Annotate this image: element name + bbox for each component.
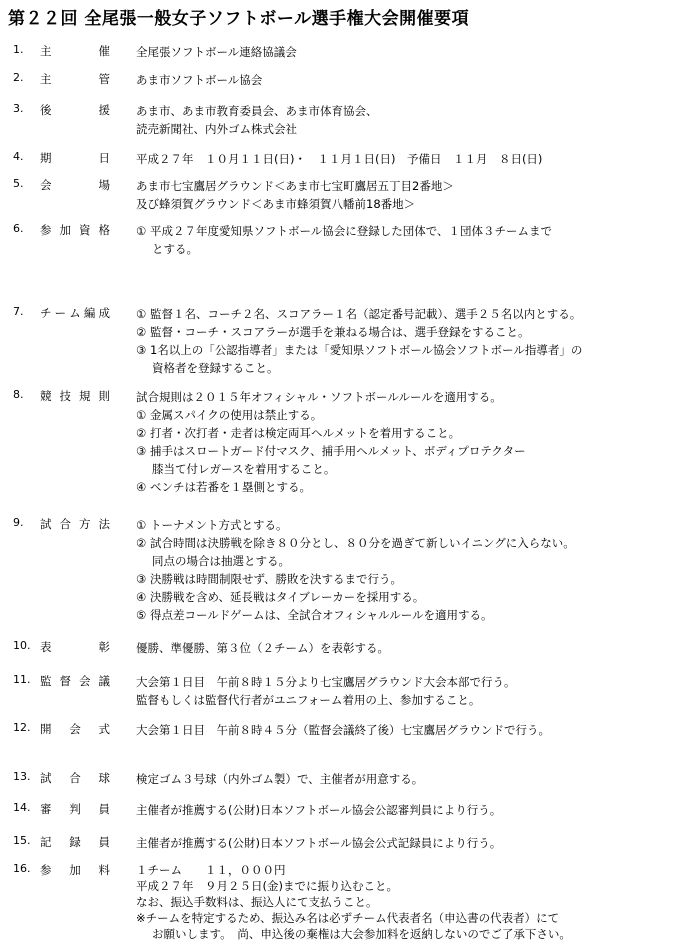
section-label: 会 場 bbox=[40, 178, 110, 192]
section-number: 9. bbox=[13, 516, 24, 529]
section-content: 大会第１日目 午前８時１５分より七宝鷹居グラウンド大会本部で行う。 監督もしくは監督代行者がユニフォーム着用の上、参加すること。 bbox=[136, 675, 516, 707]
section-content: ① 監督１名、コーチ２名、スコアラー１名（認定番号記載）、選手２５名以内とする。 ② 監督・コーチ・スコアラーが選手を兼ねる場合は、選手登録をすること。 ③ 1名以上の「公認指導者」または「愛知県ソフトボール協会ソフトボール指導者」の 資格者を登録すること。 bbox=[136, 307, 583, 375]
section-number: 3. bbox=[13, 102, 24, 115]
section-label: 表 彰 bbox=[40, 640, 110, 654]
section-label: 試 合 球 bbox=[40, 771, 110, 785]
section-number: 13. bbox=[13, 770, 31, 783]
section-content: 大会第１日目 午前８時４５分（監督会議終了後）七宝鷹居グラウンドで行う。 bbox=[136, 723, 550, 737]
section-label: 後 援 bbox=[40, 103, 110, 117]
section-number: 12. bbox=[13, 721, 31, 734]
section-number: 14. bbox=[13, 801, 31, 814]
section-content: ① 平成２７年度愛知県ソフトボール協会に登録した団体で、１団体３チームまで とする。 bbox=[136, 224, 553, 256]
section-label: 期 日 bbox=[40, 151, 110, 165]
section-content: 全尾張ソフトボール連絡協議会 bbox=[136, 45, 297, 59]
section-content: 平成２７年 １０月１１日(日)・ １１月１日(日) 予備日 １１月 ８日(日) bbox=[136, 152, 543, 166]
section-content: 主催者が推薦する(公財)日本ソフトボール協会公式記録員により行う。 bbox=[136, 836, 502, 850]
section-number: 8. bbox=[13, 388, 24, 401]
section-content: 優勝、準優勝、第３位（２チーム）を表彰する。 bbox=[136, 641, 389, 655]
section-number: 1. bbox=[13, 43, 24, 56]
section-label: 参 加 料 bbox=[40, 863, 110, 877]
section-content: あま市、あま市教育委員会、あま市体育協会、 読売新聞社、内外ゴム株式会社 bbox=[136, 104, 378, 136]
section-number: 11. bbox=[13, 673, 31, 686]
section-content: あま市七宝鷹居グラウンド＜あま市七宝町鷹居五丁目2番地＞ 及び蜂須賀グラウンド＜あま市蜂須賀八幡前18番地＞ bbox=[136, 179, 454, 211]
section-label: 参 加 資 格 bbox=[40, 223, 110, 237]
section-content: １チーム １１，０００円 平成２７年 ９月２５日(金)までに振り込むこと。 なお、振込手数料は、振込人にて支払うこと。 ※チームを特定するため、振込み名は必ずチーム代表者名（申込書の代表者）にて お願いします。 尚、申込後の棄権は大会参加料を返納しないのでご了承下さい。 bbox=[136, 863, 571, 941]
section-label: 記 録 員 bbox=[40, 835, 110, 849]
section-number: 2. bbox=[13, 71, 24, 84]
section-content: 主催者が推薦する(公財)日本ソフトボール協会公認審判員により行う。 bbox=[136, 803, 502, 817]
section-label: 監 督 会 議 bbox=[40, 674, 110, 688]
section-number: 4. bbox=[13, 150, 24, 163]
section-label: 試 合 方 法 bbox=[40, 517, 110, 531]
section-number: 5. bbox=[13, 177, 24, 190]
section-number: 16. bbox=[13, 862, 31, 875]
section-label: 主 催 bbox=[40, 44, 110, 58]
section-label: 審 判 員 bbox=[40, 802, 110, 816]
section-number: 10. bbox=[13, 639, 31, 652]
section-label: 競 技 規 則 bbox=[40, 389, 110, 403]
section-content: あま市ソフトボール協会 bbox=[136, 73, 263, 87]
section-number: 6. bbox=[13, 222, 24, 235]
section-content: 検定ゴム３号球（内外ゴム製）で、主催者が用意する。 bbox=[136, 772, 424, 786]
section-content: 試合規則は２０１５年オフィシャル・ソフトボールルールを適用する。 ① 金属スパイクの使用は禁止する。 ② 打者・次打者・走者は検定両耳ヘルメットを着用すること。 ③ 捕手はスロートガード付マスク、捕手用ヘルメット、ボディプロテクター 膝当て付レガースを着用すること。 ④ ベンチは若番を１塁側とする。 bbox=[136, 390, 526, 494]
page-title: 第２２回 全尾張一般女子ソフトボール選手権大会開催要項 bbox=[8, 9, 470, 29]
section-number: 15. bbox=[13, 834, 31, 847]
section-label: 開 会 式 bbox=[40, 722, 110, 736]
section-label: 主 管 bbox=[40, 72, 110, 86]
section-content: ① トーナメント方式とする。 ② 試合時間は決勝戦を除き８０分とし、８０分を過ぎて新しいイニングに入らない。 同点の場合は抽選とする。 ③ 決勝戦は時間制限せず、勝敗を決するまで行う。 ④ 決勝戦を含め、延長戦はタイブレーカーを採用する。 ⑤ 得点差コールドゲームは、全試合オフィシャルルールを適用する。 bbox=[136, 518, 575, 622]
section-number: 7. bbox=[13, 305, 24, 318]
section-label: チ ー ム 編 成 bbox=[40, 306, 110, 320]
